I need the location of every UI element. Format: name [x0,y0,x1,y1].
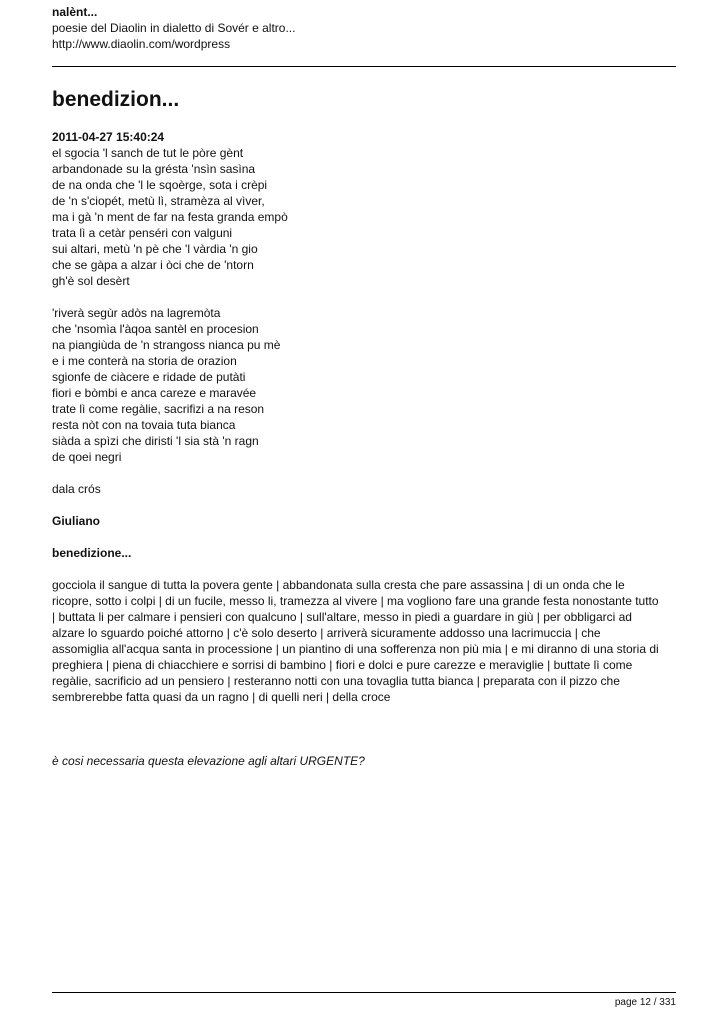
site-subtitle: poesie del Diaolin in dialetto di Sovér e altro... [52,21,296,35]
translation-line: alzare lo sguardo poiché attorno | c'è solo deserto | arriverà sicuramente addosso una lacrimuccia | che [52,626,601,640]
poem-line: resta nòt con na tovaia tuta bianca [52,418,236,432]
translation-line: preghiera | piena di chiacchiere e sorrisi di bambino | fiori e dolci e pure carezze e meraviglie | buttate lì come [52,658,633,672]
footer-divider [52,992,676,993]
poem-line: na piangiùda de 'n strangoss nianca pu mè [52,338,281,352]
blank-line [52,465,676,481]
blank-line [52,497,676,513]
site-url: http://www.diaolin.com/wordpress [52,37,231,51]
translation-line: | buttata li per calmare i pensieri con qualcuno | sull'altare, messo in piedi a guardare in giù | per obbligarci ad [52,610,632,624]
poem-line: sui altari, metù 'n pè che 'l vàrdia 'n gio [52,242,258,256]
page-header [52,4,676,52]
post-content [52,129,676,769]
translation-title: benedizione... [52,546,132,560]
spacer [52,705,676,753]
poem-stanza-2 [52,305,676,465]
poem-line: che 'nsomìa l'àqoa santèl en procesion [52,322,259,336]
poem-line: trate lì come regàlie, sacrifizi a na reson [52,402,265,416]
poem-line: 'riverà segùr adòs na lagremòta [52,306,221,320]
poem-line: ma i gà 'n ment de far na festa granda empò [52,210,288,224]
translation-line: sembrerebbe fatta quasi da un ragno | di quelli neri | della croce [52,690,391,704]
closing-question: è cosi necessaria questa elevazione agli altari URGENTE? [52,754,365,768]
poem-stanza-1 [52,145,676,289]
blank-line [52,529,676,545]
poem-line: fiori e bòmbi e anca careze e maravée [52,386,257,400]
poem-line: de 'n s'ciopét, metù lì, stramèza al vìver, [52,194,265,208]
post-title: benedizion... [52,88,180,111]
poem-line: de na onda che 'l le sqoèrge, sota i crèpi [52,178,268,192]
poem-line: el sgocia 'l sanch de tut le pòre gènt [52,146,244,160]
blank-line [52,289,676,305]
poem-line: gh'è sol desèrt [52,274,130,288]
document-page [52,0,676,1030]
post-timestamp: 2011-04-27 15:40:24 [52,130,165,144]
header-divider [52,66,676,67]
poem-line: e i me conterà na storia de orazion [52,354,237,368]
translation-paragraph [52,577,676,705]
translation-line: ricopre, sotto i colpi | di un fucile, messo li, tramezza al vivere | ma vogliono fare una grande festa nonostante tutto [52,594,659,608]
translation-line: regàlie, sacrificio ad un pensiero | resteranno notti con una tovaglia tutta bianca | preparata con il pizzo che [52,674,620,688]
author-name: Giuliano [52,514,100,528]
poem-line: arbandonade su la grésta 'nsìn sasìna [52,162,256,176]
translation-line: gocciola il sangue di tutta la povera gente | abbandonata sulla cresta che pare assassina | di un onda che le [52,578,625,592]
poem-line: trata lì a cetàr penséri con valguni [52,226,233,240]
poem-line: che se gàpa a alzar i òci che de 'ntorn [52,258,254,272]
translation-line: assomiglia all'acqua santa in processione | un piantino di una sofferenza non più mia | e mi diranno di una storia di [52,642,659,656]
poem-signoff: dala crós [52,482,101,496]
poem-line: sgionfe de ciàcere e ridade de putàti [52,370,246,384]
poem-line: siàda a spìzi che diristi 'l sia stà 'n ragn [52,434,259,448]
blank-line [52,561,676,577]
page-number: page 12 / 331 [614,997,676,1008]
site-title: nalènt... [52,5,98,19]
poem-line: de qoei negri [52,450,122,464]
